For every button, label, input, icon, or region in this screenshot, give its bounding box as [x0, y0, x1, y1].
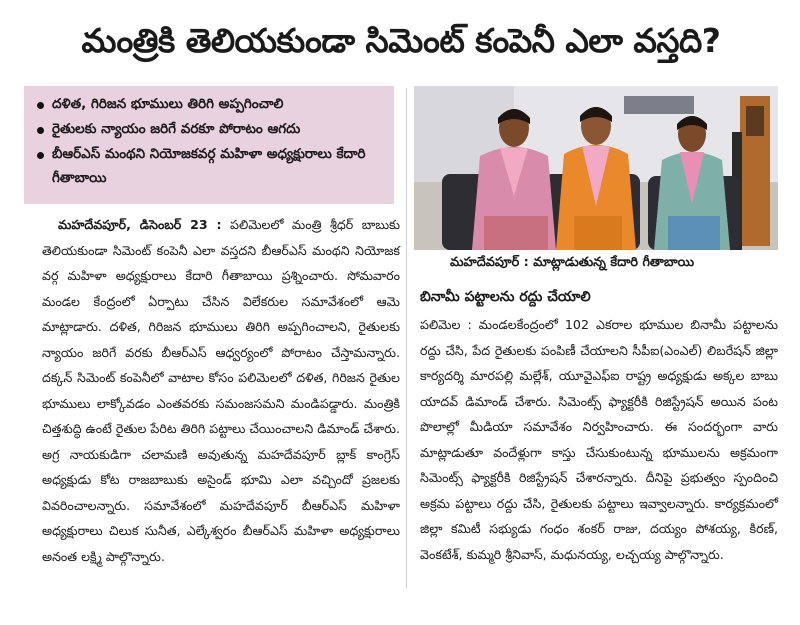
article-paragraph	[42, 212, 400, 569]
photo-illustration	[414, 86, 778, 250]
highlights-box	[24, 86, 394, 204]
side-story-heading: బినామీ పట్టాలను రద్దు చేయాలి	[420, 289, 591, 305]
highlight-item: బీఆర్ఎస్ మంథని నియోజకవర్గ మహిళా అధ్యక్షురాలు కేదారి గీతాబాయి	[34, 142, 384, 190]
headline: మంత్రికి తెలియకుండా సిమెంట్ కంపెనీ ఎలా వస్తది?	[81, 21, 721, 60]
highlight-item: రైతులకు న్యాయం జరిగే వరకూ పోరాటం ఆగదు	[34, 117, 384, 142]
dateline: మహదేవపూర్, డిసెంబర్ 23 :	[58, 217, 222, 232]
side-story-paragraph: పలిమెల : మండలకేంద్రంలో 102 ఎకరాల భూముల బినామీ పట్టాలను రద్దు చేసి, పేద రైతులకు పంపిణీ చేయాలని సీపీఐ(ఎంఎల్) లిబరేషన్ జిల్లా కార్యదర్శి మారపల్లి మల్లేశ్, యూవైఎఫ్ఐ రాష్ట్ర అధ్యక్షుడు అక్కల బాబు యాదవ్ డిమాండ్ చేశారు. సిమెంట్స్ ఫ్యాక్టరీకి రిజిస్ట్రేషన్ అయిన పంట పొలాల్లో మీడియా సమావేశం నిర్వహించారు. ఈ సందర్భంగా వారు మాట్లాడుతూ వందేళ్లుగా కాస్తు చేసుకుంటున్న భూములను అక్రమంగా సిమెంట్స్ ఫ్యాక్టరీకి రిజిస్ట్రేషన్ చేశారన్నారు. దీనిపై ప్రభుత్వం స్పందించి అక్రమ పట్టాలు రద్దు చేసి, రైతులకు పట్టాలు ఇవ్వాలన్నారు. కార్యక్రమంలో జిల్లా కమిటీ సభ్యుడు గంధం శంకర్ రాజు, దయ్యం పోశయ్య, కిరణ్, వెంకటేశ్, కుమ్మరి శ్రీనివాస్, మధునయ్య, లచ్చయ్య పాల్గొన్నారు.	[420, 317, 778, 562]
main-article-body	[42, 212, 400, 592]
news-photo	[414, 86, 778, 250]
column-divider	[406, 88, 407, 588]
highlight-item: దళిత, గిరిజన భూములు తిరిగి అప్పగించాలి	[34, 92, 384, 117]
side-story-body	[420, 312, 778, 592]
article-text: పలిమెలలో మంత్రి శ్రీధర్ బాబుకు తెలియకుండా సిమెంట్ కంపెనీ ఎలా వస్తదని బీఆర్ఎస్ మంథని నియోజక వర్గ మహిళా అధ్యక్షురాలు కేదారి గీతాబాయి ప్రశ్నించారు. సోమవారం మండల కేంద్రంలో ఏర్పాటు చేసిన విలేకరుల సమావేశంలో ఆమె మాట్లాడారు. దళిత, గిరిజన భూములు తిరిగి అప్పగించాలని, రైతులకు న్యాయం జరిగే వరకు బీఆర్ఎస్ ఆధ్వర్యంలో పోరాటం చేస్తామన్నారు. దక్కన్ సిమెంట్ కంపెనీలో వాటాల కోసం పలిమెలలో దళిత, గిరిజన రైతుల భూములు లాక్కోవడం ఎంతవరకు సమంజసమని మండిపడ్డారు. మంత్రికి చిత్తశుద్ధి ఉంటే రైతుల పేరిట తిరిగి పట్టాలు చేయించాలని డిమాండ్ చేశారు. అగ్ర నాయకుడిగా చలామణి అవుతున్న మహదేవపూర్ బ్లాక్ కాంగ్రెస్ అధ్యక్షుడు కోట రాజబాబుకు అసైండ్ భూమి ఎలా వచ్చిందో ప్రజలకు వివరించాలన్నారు. సమావేశంలో మహదేవపూర్ బీఆర్ఎస్ మహిళా అధ్యక్షురాలు చిలుక సునీత, ఎల్కేశ్వరం బీఆర్ఎస్ మహిళా అధ్యక్షురాలు అనంత లక్ష్మి పాల్గొన్నారు.	[42, 217, 400, 564]
photo-caption: మహదేవపూర్ : మాట్లాడుతున్న కేదారి గీతాబాయి	[450, 255, 695, 270]
